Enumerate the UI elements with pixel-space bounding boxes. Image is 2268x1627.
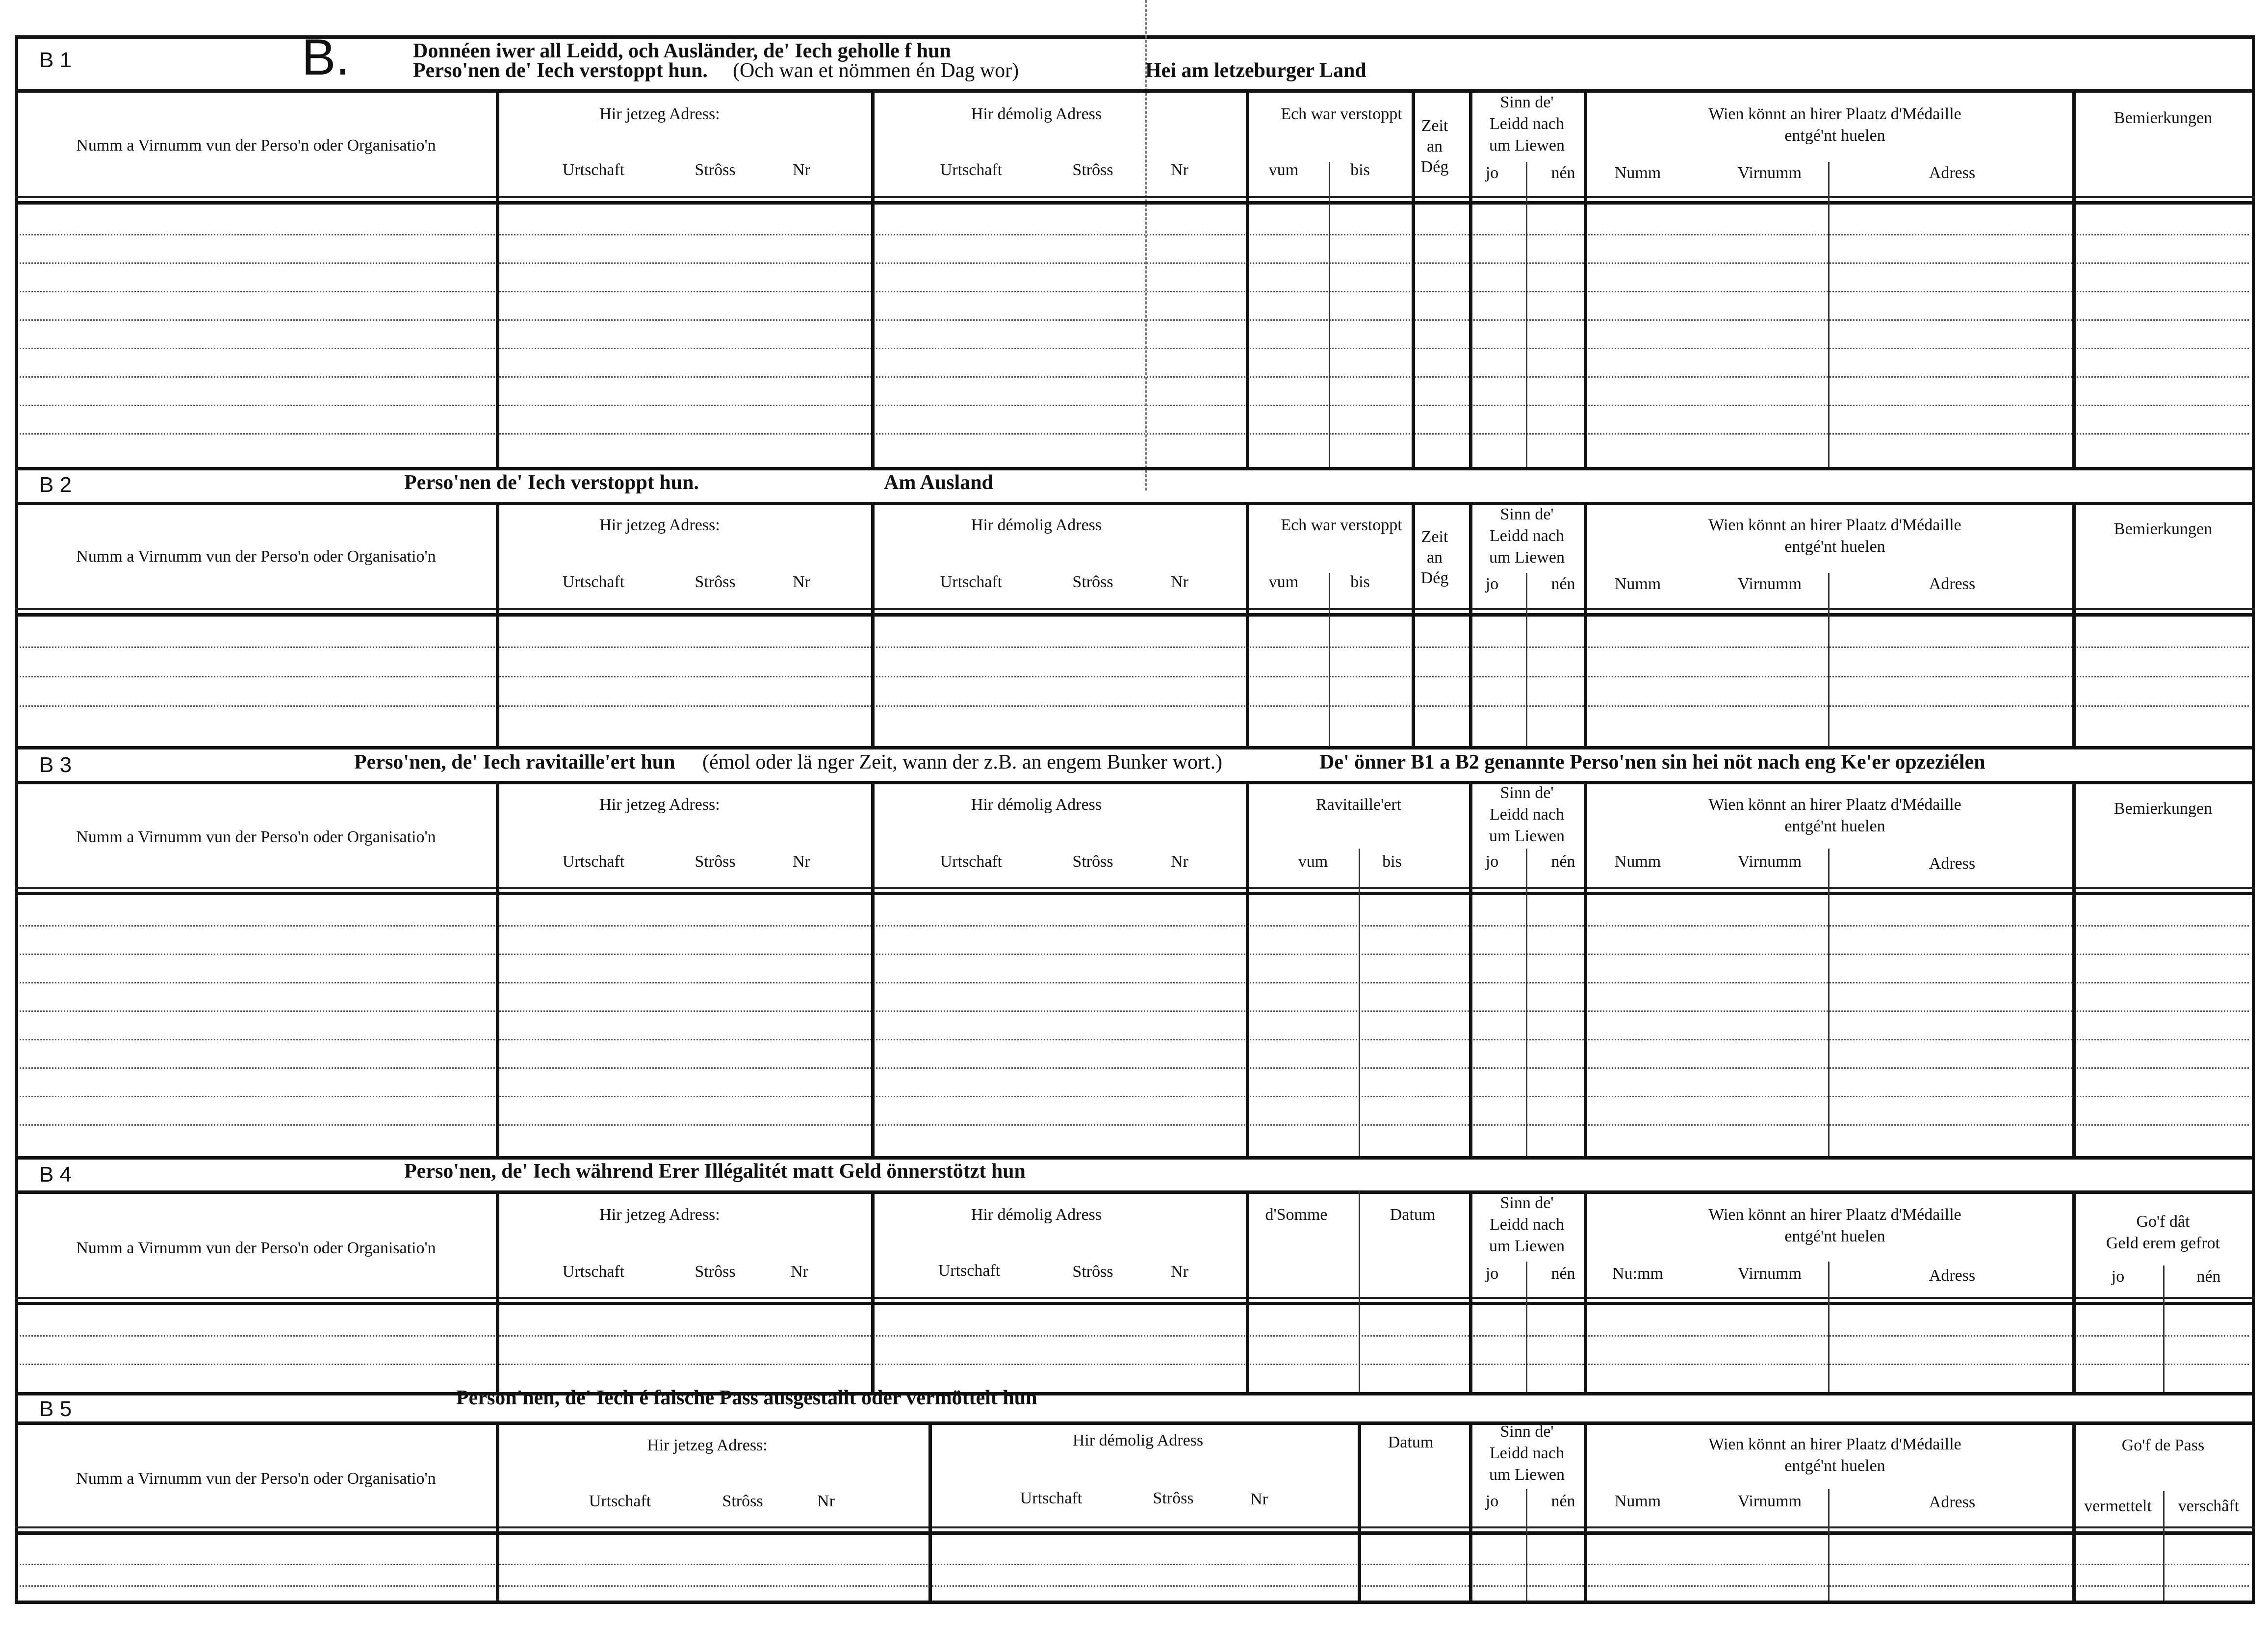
col-medal-header: Wien könnt an hirer Plaatz d'Médaille [1708,516,1961,534]
col-alive-header: Leidd nach [1490,805,1564,824]
header-rule [15,196,2255,198]
col-divider [1584,502,1587,746]
col-divider [1584,1190,1587,1392]
entry-line [20,925,2249,927]
subcol-nr: Nr [1171,161,1188,179]
subcol-nen: nén [1551,1265,1575,1283]
col-name-header: Numm a Virnumm vun der Perso'n oder Organisatio'n [76,1470,436,1488]
col-hidden-header: Ech war verstoppt [1281,105,1402,123]
header-bottom-rule [15,892,2255,895]
col-medal-header: Wien könnt an hirer Plaatz d'Médaille [1708,796,1961,814]
subcol-jo: jo [1485,852,1499,871]
col-alive-header: Sinn de' [1500,784,1554,802]
subcol-nr: Nr [1171,1263,1188,1281]
frame-bottom-border [15,1601,2255,1604]
subcol-nr: Nr [793,852,810,871]
col-money-returned-header: Go'f dât [2136,1213,2190,1231]
col-name-header: Numm a Virnumm vun der Perso'n oder Organisatio'n [76,1239,436,1257]
col-date-header: Datum [1390,1206,1436,1224]
col-divider [1584,89,1587,467]
subcol-stross: Strôss [695,852,736,871]
section-title-line-1: Donnéen iwer all Leidd, och Ausländer, de' Iech geholle f hun [413,40,951,62]
frame-top-border [15,35,2255,39]
subcol-jo: jo [1485,1265,1499,1283]
subcol-divider [1526,162,1527,467]
col-divider [496,1421,499,1601]
subcol-divider [2163,1491,2165,1601]
subcol-nr: Nr [1250,1490,1268,1508]
subcol-adress: Adress [1929,1493,1976,1511]
col-medal-header: entgé'nt huelen [1784,817,1885,835]
col-divider [1246,89,1249,467]
entry-line [20,1585,2249,1587]
col-current-address-header: Hir jetzeg Adress: [599,796,720,814]
section-title: Person'nen, de' Iech é falsche Pass ausgestallt oder vermöttelt hun [456,1387,1037,1409]
entry-line [20,705,2249,707]
col-divider [2072,1421,2076,1601]
entry-line [20,376,2249,378]
entry-line [20,234,2249,235]
col-remarks-header: Bemierkungen [2113,800,2213,818]
section-id: B 5 [39,1397,72,1421]
entry-line [20,646,2249,648]
section-title-region: Am Ausland [884,471,993,494]
col-zeit-header: Dég [1420,569,1449,587]
col-sum-header: d'Somme [1265,1206,1328,1224]
col-divider [1469,781,1472,1156]
section-bottom-rule [15,746,2255,749]
col-zeit-header: Zeit [1421,117,1448,135]
col-current-address-header: Hir jetzeg Adress: [599,1206,720,1224]
col-alive-header: Leidd nach [1490,1215,1564,1234]
col-ravitaille-header: Ravitaille'ert [1315,796,1402,814]
entry-line [20,405,2249,406]
col-divider [871,502,875,746]
section-bottom-rule [15,1392,2255,1395]
col-divider [1469,89,1472,467]
col-divider [871,1190,875,1392]
col-current-address-header: Hir jetzeg Adress: [599,105,720,123]
entry-line [20,262,2249,264]
frame-left-border [15,35,18,1604]
subcol-stross: Strôss [1072,573,1113,591]
col-medal-header: Wien könnt an hirer Plaatz d'Médaille [1708,105,1961,123]
subcol-nr: Nr [1171,573,1188,591]
section-id: B 4 [39,1162,72,1187]
col-current-address-header: Hir jetzeg Adress: [599,516,720,534]
subcol-urtschaft: Urtschaft [562,161,625,179]
col-divider [1246,1190,1249,1392]
col-remarks-header: Bemierkungen [2113,520,2213,538]
subcol-stross: Strôss [722,1492,763,1510]
col-alive-header: um Liewen [1489,1466,1565,1484]
header-rule [15,887,2255,889]
subcol-urtschaft: Urtschaft [562,573,625,591]
subcol-numm: Numm [1614,1492,1661,1510]
col-divider [1584,781,1587,1156]
entry-line [20,1067,2249,1069]
col-divider [1469,1190,1472,1392]
col-hidden-header: Ech war verstoppt [1281,516,1402,534]
subcol-divider [1329,162,1330,467]
col-medal-header: entgé'nt huelen [1784,1457,1885,1475]
subcol-stross: Strôss [695,161,736,179]
col-alive-header: um Liewen [1489,548,1565,567]
entry-line [20,1010,2249,1012]
col-medal-header: entgé'nt huelen [1784,1227,1885,1245]
subcol-virnumm: Virnumm [1737,164,1802,182]
col-divider [1412,502,1415,746]
subcol-stross: Strôss [695,1263,736,1281]
entry-line [20,1564,2249,1565]
col-passport-header: Go'f de Pass [2121,1436,2205,1454]
section-bottom-rule [15,1156,2255,1160]
subcol-numm: Numm [1614,575,1661,593]
subcol-divider [1526,849,1527,1156]
subcol-vum: vum [1268,161,1299,179]
col-medal-header: entgé'nt huelen [1784,127,1885,145]
col-divider [1358,1421,1361,1601]
entry-line [20,1124,2249,1126]
subcol-divider [1359,849,1360,1156]
header-bottom-rule [15,613,2255,617]
header-bottom-rule [15,201,2255,205]
col-alive-header: Leidd nach [1490,527,1564,545]
subcol-vermettelt: vermettelt [2084,1497,2152,1515]
section-title: Perso'nen, de' Iech während Erer Illégalitét matt Geld önnerstötzt hun [404,1160,1026,1183]
section-bottom-rule [15,467,2255,470]
section-title-note-right: De' önner B1 a B2 genannte Perso'nen sin hei nöt nach eng Ke'er opzeziélen [1319,751,1985,774]
col-divider [1246,502,1249,746]
subcol-adress: Adress [1929,854,1976,873]
section-id: B 1 [39,48,72,72]
subcol-stross: Strôss [1072,852,1113,871]
subcol-urtschaft: Urtschaft [940,852,1003,871]
entry-line [20,319,2249,321]
col-alive-header: Sinn de' [1500,93,1554,111]
frame-right-border [2252,35,2255,1604]
entry-line [20,1039,2249,1040]
subcol-adress: Adress [1929,164,1976,182]
subcol-verschaft: verschâft [2178,1497,2240,1515]
subcol-stross: Strôss [1072,1263,1113,1281]
subcol-nen: nén [2196,1267,2221,1286]
subcol-divider [1329,573,1330,746]
entry-line [20,676,2249,677]
subcol-divider [1526,1262,1527,1392]
col-divider [1469,502,1472,746]
subcol-jo: jo [1485,575,1499,593]
subcol-urtschaft: Urtschaft [589,1492,651,1510]
col-name-header: Numm a Virnumm vun der Perso'n oder Organisatio'n [76,547,436,566]
subcol-virnumm: Virnumm [1737,575,1802,593]
col-former-address-header: Hir démolig Adress [971,105,1102,123]
subcol-numm: Numm [1614,164,1661,182]
section-title-line-2: Perso'nen de' Iech verstoppt hun. [413,59,708,82]
section-top-rule [15,1190,2255,1194]
subcol-nr: Nr [817,1492,835,1510]
col-divider [1412,89,1415,467]
col-alive-header: um Liewen [1489,1237,1565,1255]
subcol-bis: bis [1350,161,1370,179]
subcol-virnumm: Virnumm [1737,1492,1802,1510]
col-divider [2072,89,2076,467]
subcol-stross: Strôss [1153,1489,1194,1507]
col-divider [496,502,499,746]
subcol-nen: nén [1551,1492,1575,1510]
subcol-jo: jo [1485,1492,1499,1510]
section-title: Perso'nen de' Iech verstoppt hun. [404,471,699,494]
subcol-bis: bis [1382,852,1402,871]
subcol-stross: Strôss [1072,161,1113,179]
subcol-virnumm: Virnumm [1737,1265,1802,1283]
entry-line [20,982,2249,983]
subcol-divider [1526,573,1527,746]
section-title: Perso'nen, de' Iech ravitaille'ert hun [354,751,675,774]
col-zeit-header: an [1426,137,1443,155]
subcol-divider [1828,1489,1830,1601]
subcol-vum: vum [1298,852,1328,871]
col-divider [1469,1421,1472,1601]
col-alive-header: Sinn de' [1500,1422,1554,1441]
col-alive-header: um Liewen [1489,136,1565,155]
subcol-nr: Nr [793,161,810,179]
col-divider [1246,781,1249,1156]
col-former-address-header: Hir démolig Adress [971,796,1102,814]
section-top-rule [15,502,2255,505]
col-name-header: Numm a Virnumm vun der Perso'n oder Organisatio'n [76,828,436,846]
col-former-address-header: Hir démolig Adress [971,516,1102,534]
section-title-note: (émol oder lä nger Zeit, wann der z.B. an engem Bunker wort.) [702,751,1223,774]
entry-line [20,291,2249,292]
col-divider [2072,1190,2076,1392]
subcol-urtschaft: Urtschaft [562,1263,625,1281]
col-alive-header: um Liewen [1489,827,1565,845]
header-rule [15,608,2255,610]
subcol-bis: bis [1350,573,1370,591]
subcol-nen: nén [1551,164,1575,182]
col-medal-header: entgé'nt huelen [1784,538,1885,556]
entry-line [20,1335,2249,1337]
subcol-divider [1828,1262,1830,1392]
subcol-divider [2163,1265,2165,1392]
col-zeit-header: Dég [1420,158,1449,176]
entry-line [20,954,2249,955]
header-rule [15,1526,2255,1528]
header-bottom-rule [15,1531,2255,1535]
subcol-nr: Nr [793,573,810,591]
form-letter: B. [302,29,350,86]
entry-line [20,1364,2249,1365]
subcol-urtschaft: Urtschaft [938,1262,1001,1280]
entry-line [20,433,2249,435]
col-divider [1584,1421,1587,1601]
subcol-numm: Numm [1614,852,1661,871]
col-name-header: Numm a Virnumm vun der Perso'n oder Organisatio'n [76,136,436,155]
col-divider [496,1190,499,1392]
section-id: B 2 [39,473,72,497]
col-former-address-header: Hir démolig Adress [971,1206,1102,1224]
section-top-rule [15,1421,2255,1425]
col-alive-header: Leidd nach [1490,115,1564,133]
col-remarks-header: Bemierkungen [2113,109,2213,127]
col-divider [496,89,499,467]
col-divider [2072,502,2076,746]
subcol-adress: Adress [1929,1266,1976,1285]
subcol-numm: Nu:mm [1612,1265,1663,1283]
subcol-jo: jo [1485,164,1499,182]
subcol-divider [1526,1489,1527,1601]
col-medal-header: Wien könnt an hirer Plaatz d'Médaille [1708,1435,1961,1453]
col-former-address-header: Hir démolig Adress [1072,1431,1204,1449]
col-money-returned-header: Geld erem gefrot [2106,1234,2220,1252]
subcol-nr: Nr [791,1263,808,1281]
col-zeit-header: Zeit [1421,528,1448,546]
section-title-region: Hei am letzeburger Land [1145,59,1366,82]
col-zeit-header: an [1426,548,1443,567]
entry-line [20,1096,2249,1097]
col-alive-header: Leidd nach [1490,1444,1564,1462]
header-rule [15,1297,2255,1299]
col-current-address-header: Hir jetzeg Adress: [647,1436,768,1454]
col-divider [496,781,499,1156]
col-divider [871,89,875,467]
subcol-divider [1828,849,1830,1156]
subcol-urtschaft: Urtschaft [1020,1489,1082,1507]
col-date-header: Datum [1388,1433,1434,1451]
subcol-nen: nén [1551,852,1575,871]
col-divider [928,1421,932,1601]
col-alive-header: Sinn de' [1500,505,1554,523]
subcol-urtschaft: Urtschaft [940,161,1003,179]
subcol-adress: Adress [1929,575,1976,593]
subcol-jo: jo [2111,1267,2125,1286]
col-divider [2072,781,2076,1156]
header-bottom-rule [15,1302,2255,1305]
section-top-rule [15,781,2255,784]
subcol-stross: Strôss [695,573,736,591]
subcol-virnumm: Virnumm [1737,852,1802,871]
col-medal-header: Wien könnt an hirer Plaatz d'Médaille [1708,1206,1961,1224]
section-title-note: (Och wan et nömmen én Dag wor) [733,59,1019,82]
subcol-urtschaft: Urtschaft [940,573,1003,591]
entry-line [20,348,2249,349]
subcol-divider [1359,1190,1360,1392]
col-divider [871,781,875,1156]
subcol-divider [1828,573,1830,746]
subcol-nr: Nr [1171,852,1188,871]
section-id: B 3 [39,753,72,777]
subcol-urtschaft: Urtschaft [562,852,625,871]
col-alive-header: Sinn de' [1500,1194,1554,1212]
subcol-vum: vum [1268,573,1299,591]
section-top-rule [15,89,2255,93]
subcol-divider [1828,162,1830,467]
subcol-nen: nén [1551,575,1575,593]
